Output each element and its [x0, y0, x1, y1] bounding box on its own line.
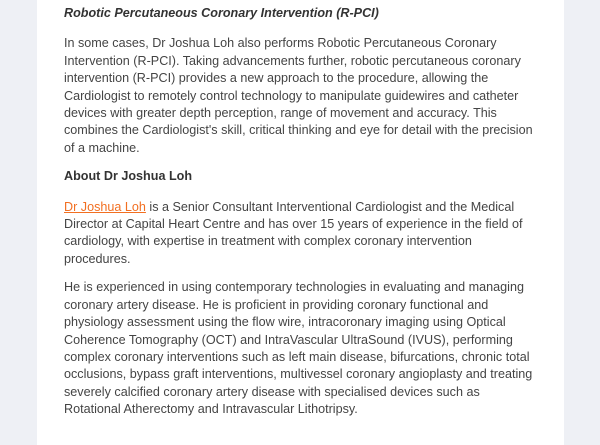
rpci-heading: Robotic Percutaneous Coronary Intervention (R-PCI)	[64, 6, 379, 20]
rpci-paragraph: In some cases, Dr Joshua Loh also performs Robotic Percutaneous Coronary Intervention (R-PCI). Taking advancements further, robotic percutaneous coronary intervention (R-PCI) provides a new approach to the procedure, allowing the Cardiologist to remotely control technology to manipulate guidewires and catheter devices with greater depth perception, range of movement and accuracy. This combines the Cardiologist's skill, critical thinking and eye for detail with the precision of a machine.	[64, 36, 533, 155]
article-card	[37, 0, 564, 445]
about-heading: About Dr Joshua Loh	[64, 169, 193, 184]
about-paragraph-1	[64, 199, 534, 269]
doctor-profile-link[interactable]: Dr Joshua Loh	[64, 199, 146, 214]
about-paragraph-1-text: is a Senior Consultant Interventional Cardiologist and the Medical Director at Capital Heart Centre and has over 15 years of experience in the field of cardiology, with expertise in treatment with complex coronary intervention procedures.	[64, 199, 523, 266]
article-content	[64, 5, 534, 419]
about-paragraph-2: He is experienced in using contemporary technologies in evaluating and managing coronary artery disease. He is proficient in providing coronary functional and physiology assessment using the flow wire, intracoronary imaging using Optical Coherence Tomography (OCT) and IntraVascular UltraSound (IVUS), performing complex coronary interventions such as left main disease, bifurcations, chronic total occlusions, bypass graft interventions, multivessel coronary angioplasty and treating severely calcified coronary artery disease with specialised devices such as Rotational Atherectomy and Intravascular Lithotripsy.	[64, 280, 533, 417]
about-heading-wrap	[64, 168, 534, 185]
